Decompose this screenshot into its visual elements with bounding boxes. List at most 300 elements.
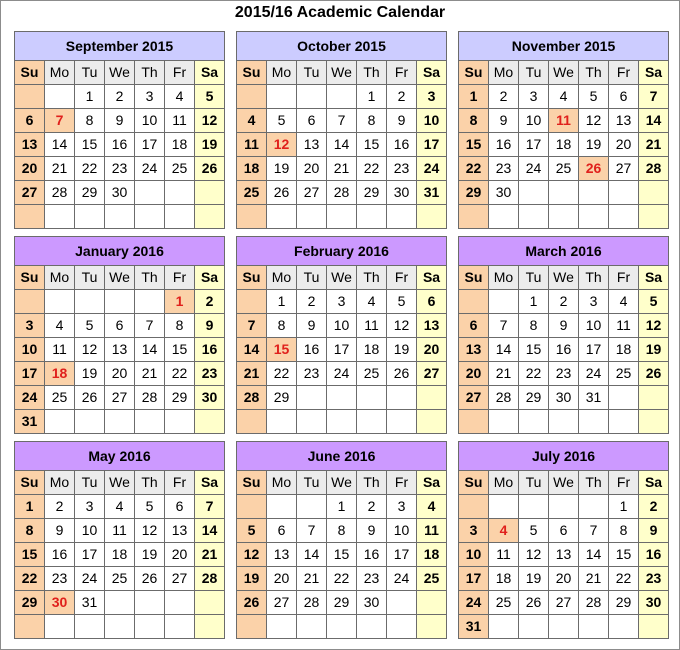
weekday-header: Th — [135, 266, 165, 290]
empty-date-cell — [357, 615, 387, 639]
date-cell: 7 — [579, 519, 609, 543]
weekday-header: Mo — [45, 266, 75, 290]
month-calendar — [458, 31, 669, 229]
date-cell: 21 — [237, 362, 267, 386]
date-cell: 14 — [45, 133, 75, 157]
empty-date-cell — [195, 615, 225, 639]
weekday-header: Sa — [417, 266, 447, 290]
month-day-grid — [459, 471, 669, 639]
date-cell: 28 — [579, 591, 609, 615]
date-cell: 28 — [195, 567, 225, 591]
weekday-header: Su — [459, 61, 489, 85]
empty-date-cell — [297, 205, 327, 229]
empty-date-cell — [579, 205, 609, 229]
empty-date-cell — [549, 205, 579, 229]
date-cell: 16 — [639, 543, 669, 567]
date-cell: 8 — [15, 519, 45, 543]
empty-date-cell — [357, 410, 387, 434]
empty-date-cell — [459, 205, 489, 229]
empty-date-cell — [267, 615, 297, 639]
holiday-date-cell: 30 — [45, 591, 75, 615]
date-cell: 19 — [387, 338, 417, 362]
date-cell: 14 — [297, 543, 327, 567]
date-cell: 28 — [297, 591, 327, 615]
date-cell: 22 — [15, 567, 45, 591]
date-cell: 3 — [519, 85, 549, 109]
empty-date-cell — [387, 205, 417, 229]
weekday-header: We — [327, 266, 357, 290]
weekday-header: Sa — [417, 61, 447, 85]
date-cell: 29 — [609, 591, 639, 615]
empty-date-cell — [105, 591, 135, 615]
date-cell: 22 — [75, 157, 105, 181]
weekday-header: Sa — [195, 471, 225, 495]
date-cell: 12 — [519, 543, 549, 567]
date-cell: 17 — [459, 567, 489, 591]
empty-date-cell — [357, 205, 387, 229]
date-cell: 16 — [195, 338, 225, 362]
month-day-grid — [15, 471, 225, 639]
date-cell: 1 — [357, 85, 387, 109]
empty-date-cell — [267, 410, 297, 434]
date-cell: 11 — [417, 519, 447, 543]
empty-date-cell — [327, 615, 357, 639]
date-cell: 19 — [519, 567, 549, 591]
date-cell: 28 — [45, 181, 75, 205]
date-cell: 8 — [357, 109, 387, 133]
date-cell: 11 — [165, 109, 195, 133]
date-cell: 14 — [135, 338, 165, 362]
empty-date-cell — [105, 410, 135, 434]
empty-date-cell — [237, 410, 267, 434]
date-cell: 13 — [297, 133, 327, 157]
holiday-date-cell: 1 — [165, 290, 195, 314]
date-cell: 7 — [327, 109, 357, 133]
date-cell: 20 — [267, 567, 297, 591]
date-cell: 7 — [297, 519, 327, 543]
date-cell: 24 — [327, 362, 357, 386]
date-cell: 8 — [267, 314, 297, 338]
date-cell: 30 — [357, 591, 387, 615]
date-cell: 23 — [105, 157, 135, 181]
empty-date-cell — [195, 181, 225, 205]
empty-date-cell — [15, 205, 45, 229]
date-cell: 16 — [387, 133, 417, 157]
weekday-header: Mo — [489, 471, 519, 495]
date-cell: 24 — [15, 386, 45, 410]
holiday-date-cell: 18 — [45, 362, 75, 386]
weekday-header: Th — [579, 61, 609, 85]
date-cell: 5 — [519, 519, 549, 543]
date-cell: 3 — [135, 85, 165, 109]
empty-date-cell — [639, 615, 669, 639]
month-title: September 2015 — [15, 32, 225, 61]
date-cell: 25 — [105, 567, 135, 591]
empty-date-cell — [105, 290, 135, 314]
date-cell: 28 — [489, 386, 519, 410]
month-day-grid — [237, 471, 447, 639]
date-cell: 15 — [165, 338, 195, 362]
date-cell: 13 — [15, 133, 45, 157]
date-cell: 15 — [519, 338, 549, 362]
date-cell: 6 — [267, 519, 297, 543]
empty-date-cell — [75, 290, 105, 314]
date-cell: 16 — [105, 133, 135, 157]
date-cell: 30 — [105, 181, 135, 205]
empty-date-cell — [459, 290, 489, 314]
date-cell: 31 — [417, 181, 447, 205]
date-cell: 1 — [15, 495, 45, 519]
date-cell: 19 — [267, 157, 297, 181]
date-cell: 19 — [639, 338, 669, 362]
date-cell: 29 — [357, 181, 387, 205]
date-cell: 1 — [519, 290, 549, 314]
date-cell: 14 — [579, 543, 609, 567]
date-cell: 18 — [237, 157, 267, 181]
date-cell: 27 — [267, 591, 297, 615]
empty-date-cell — [75, 615, 105, 639]
date-cell: 6 — [459, 314, 489, 338]
date-cell: 28 — [639, 157, 669, 181]
date-cell: 9 — [387, 109, 417, 133]
empty-date-cell — [237, 290, 267, 314]
weekday-header: Su — [15, 266, 45, 290]
date-cell: 8 — [165, 314, 195, 338]
date-cell: 11 — [357, 314, 387, 338]
date-cell: 6 — [165, 495, 195, 519]
empty-date-cell — [417, 410, 447, 434]
empty-date-cell — [519, 615, 549, 639]
date-cell: 20 — [297, 157, 327, 181]
date-cell: 20 — [15, 157, 45, 181]
month-day-grid — [459, 266, 669, 434]
date-cell: 2 — [549, 290, 579, 314]
empty-date-cell — [135, 410, 165, 434]
empty-date-cell — [639, 205, 669, 229]
date-cell: 30 — [489, 181, 519, 205]
date-cell: 5 — [267, 109, 297, 133]
date-cell: 3 — [579, 290, 609, 314]
date-cell: 11 — [105, 519, 135, 543]
weekday-header: Fr — [609, 266, 639, 290]
weekday-header: Tu — [297, 471, 327, 495]
weekday-header: Th — [135, 471, 165, 495]
date-cell: 24 — [417, 157, 447, 181]
weekday-header: Fr — [609, 471, 639, 495]
empty-date-cell — [489, 495, 519, 519]
date-cell: 25 — [357, 362, 387, 386]
date-cell: 24 — [579, 362, 609, 386]
date-cell: 11 — [609, 314, 639, 338]
empty-date-cell — [267, 205, 297, 229]
date-cell: 12 — [579, 109, 609, 133]
weekday-header: Sa — [639, 266, 669, 290]
weekday-header: Su — [459, 471, 489, 495]
date-cell: 17 — [15, 362, 45, 386]
date-cell: 26 — [387, 362, 417, 386]
date-cell: 16 — [297, 338, 327, 362]
weekday-header: Su — [237, 471, 267, 495]
date-cell: 16 — [549, 338, 579, 362]
weekday-header: Mo — [489, 61, 519, 85]
empty-date-cell — [45, 410, 75, 434]
date-cell: 25 — [549, 157, 579, 181]
weekday-header: Mo — [267, 61, 297, 85]
empty-date-cell — [639, 181, 669, 205]
date-cell: 10 — [387, 519, 417, 543]
weekday-header: Sa — [639, 471, 669, 495]
date-cell: 5 — [195, 85, 225, 109]
date-cell: 4 — [549, 85, 579, 109]
month-calendar — [236, 236, 447, 434]
weekday-header: Th — [357, 266, 387, 290]
date-cell: 21 — [489, 362, 519, 386]
empty-date-cell — [165, 181, 195, 205]
date-cell: 10 — [459, 543, 489, 567]
empty-date-cell — [297, 615, 327, 639]
date-cell: 2 — [45, 495, 75, 519]
date-cell: 19 — [579, 133, 609, 157]
month-title: February 2016 — [237, 237, 447, 266]
date-cell: 29 — [75, 181, 105, 205]
holiday-date-cell: 7 — [45, 109, 75, 133]
empty-date-cell — [579, 615, 609, 639]
date-cell: 13 — [459, 338, 489, 362]
date-cell: 27 — [165, 567, 195, 591]
weekday-header: Mo — [267, 471, 297, 495]
date-cell: 5 — [135, 495, 165, 519]
empty-date-cell — [105, 205, 135, 229]
date-cell: 3 — [417, 85, 447, 109]
empty-date-cell — [519, 495, 549, 519]
empty-date-cell — [579, 181, 609, 205]
date-cell: 21 — [135, 362, 165, 386]
date-cell: 13 — [267, 543, 297, 567]
date-cell: 21 — [639, 133, 669, 157]
empty-date-cell — [75, 410, 105, 434]
month-calendar — [14, 236, 225, 434]
date-cell: 12 — [135, 519, 165, 543]
date-cell: 27 — [417, 362, 447, 386]
empty-date-cell — [579, 495, 609, 519]
empty-date-cell — [609, 410, 639, 434]
weekday-header: Su — [15, 61, 45, 85]
date-cell: 10 — [75, 519, 105, 543]
empty-date-cell — [489, 615, 519, 639]
empty-date-cell — [387, 410, 417, 434]
month-day-grid — [15, 266, 225, 434]
date-cell: 11 — [45, 338, 75, 362]
weekday-header: We — [327, 471, 357, 495]
date-cell: 24 — [459, 591, 489, 615]
date-cell: 15 — [75, 133, 105, 157]
weekday-header: Fr — [165, 61, 195, 85]
weekday-header: We — [105, 266, 135, 290]
weekday-header: Tu — [519, 61, 549, 85]
date-cell: 2 — [297, 290, 327, 314]
date-cell: 12 — [75, 338, 105, 362]
date-cell: 17 — [327, 338, 357, 362]
empty-date-cell — [45, 85, 75, 109]
date-cell: 12 — [237, 543, 267, 567]
empty-date-cell — [45, 205, 75, 229]
date-cell: 17 — [387, 543, 417, 567]
date-cell: 6 — [549, 519, 579, 543]
month-day-grid — [237, 266, 447, 434]
date-cell: 30 — [639, 591, 669, 615]
weekday-header: Mo — [267, 266, 297, 290]
empty-date-cell — [45, 615, 75, 639]
date-cell: 2 — [639, 495, 669, 519]
empty-date-cell — [417, 615, 447, 639]
date-cell: 19 — [195, 133, 225, 157]
month-day-grid — [237, 61, 447, 229]
date-cell: 4 — [357, 290, 387, 314]
date-cell: 20 — [459, 362, 489, 386]
empty-date-cell — [237, 495, 267, 519]
date-cell: 31 — [15, 410, 45, 434]
empty-date-cell — [327, 205, 357, 229]
date-cell: 12 — [639, 314, 669, 338]
weekday-header: Fr — [609, 61, 639, 85]
empty-date-cell — [195, 410, 225, 434]
empty-date-cell — [387, 386, 417, 410]
month-title: May 2016 — [15, 442, 225, 471]
empty-date-cell — [387, 591, 417, 615]
month-title: July 2016 — [459, 442, 669, 471]
date-cell: 14 — [195, 519, 225, 543]
date-cell: 17 — [519, 133, 549, 157]
empty-date-cell — [135, 591, 165, 615]
date-cell: 27 — [15, 181, 45, 205]
weekday-header: Mo — [489, 266, 519, 290]
date-cell: 13 — [417, 314, 447, 338]
empty-date-cell — [387, 615, 417, 639]
date-cell: 20 — [417, 338, 447, 362]
date-cell: 13 — [165, 519, 195, 543]
date-cell: 3 — [459, 519, 489, 543]
empty-date-cell — [417, 591, 447, 615]
date-cell: 15 — [327, 543, 357, 567]
date-cell: 25 — [237, 181, 267, 205]
date-cell: 27 — [459, 386, 489, 410]
date-cell: 26 — [135, 567, 165, 591]
empty-date-cell — [15, 85, 45, 109]
date-cell: 5 — [639, 290, 669, 314]
empty-date-cell — [609, 615, 639, 639]
weekday-header: Sa — [417, 471, 447, 495]
date-cell: 9 — [549, 314, 579, 338]
date-cell: 18 — [165, 133, 195, 157]
date-cell: 2 — [105, 85, 135, 109]
date-cell: 20 — [165, 543, 195, 567]
month-title: June 2016 — [237, 442, 447, 471]
weekday-header: Tu — [75, 266, 105, 290]
weekday-header: Tu — [75, 471, 105, 495]
month-title: October 2015 — [237, 32, 447, 61]
date-cell: 23 — [549, 362, 579, 386]
date-cell: 9 — [297, 314, 327, 338]
date-cell: 26 — [267, 181, 297, 205]
date-cell: 12 — [387, 314, 417, 338]
date-cell: 10 — [519, 109, 549, 133]
date-cell: 13 — [609, 109, 639, 133]
date-cell: 27 — [549, 591, 579, 615]
date-cell: 26 — [639, 362, 669, 386]
empty-date-cell — [267, 495, 297, 519]
date-cell: 24 — [519, 157, 549, 181]
date-cell: 6 — [297, 109, 327, 133]
date-cell: 22 — [357, 157, 387, 181]
date-cell: 18 — [357, 338, 387, 362]
weekday-header: Tu — [297, 266, 327, 290]
date-cell: 7 — [195, 495, 225, 519]
month-title: March 2016 — [459, 237, 669, 266]
weekday-header: Th — [357, 61, 387, 85]
date-cell: 25 — [417, 567, 447, 591]
date-cell: 8 — [459, 109, 489, 133]
date-cell: 28 — [135, 386, 165, 410]
weekday-header: Su — [15, 471, 45, 495]
date-cell: 9 — [489, 109, 519, 133]
date-cell: 4 — [45, 314, 75, 338]
date-cell: 29 — [15, 591, 45, 615]
date-cell: 5 — [579, 85, 609, 109]
date-cell: 29 — [459, 181, 489, 205]
empty-date-cell — [165, 591, 195, 615]
date-cell: 2 — [357, 495, 387, 519]
date-cell: 21 — [45, 157, 75, 181]
empty-date-cell — [297, 85, 327, 109]
date-cell: 10 — [15, 338, 45, 362]
date-cell: 8 — [609, 519, 639, 543]
empty-date-cell — [237, 85, 267, 109]
date-cell: 1 — [267, 290, 297, 314]
empty-date-cell — [489, 205, 519, 229]
date-cell: 8 — [75, 109, 105, 133]
empty-date-cell — [579, 410, 609, 434]
date-cell: 1 — [75, 85, 105, 109]
date-cell: 17 — [579, 338, 609, 362]
date-cell: 7 — [135, 314, 165, 338]
holiday-date-cell: 26 — [579, 157, 609, 181]
empty-date-cell — [135, 615, 165, 639]
date-cell: 1 — [327, 495, 357, 519]
month-title: November 2015 — [459, 32, 669, 61]
date-cell: 5 — [75, 314, 105, 338]
date-cell: 9 — [357, 519, 387, 543]
weekday-header: Sa — [195, 266, 225, 290]
date-cell: 28 — [237, 386, 267, 410]
date-cell: 6 — [15, 109, 45, 133]
weekday-header: Sa — [639, 61, 669, 85]
date-cell: 8 — [519, 314, 549, 338]
weekday-header: Sa — [195, 61, 225, 85]
date-cell: 16 — [45, 543, 75, 567]
empty-date-cell — [489, 290, 519, 314]
date-cell: 16 — [489, 133, 519, 157]
date-cell: 21 — [297, 567, 327, 591]
empty-date-cell — [639, 386, 669, 410]
date-cell: 18 — [549, 133, 579, 157]
date-cell: 13 — [105, 338, 135, 362]
empty-date-cell — [549, 410, 579, 434]
empty-date-cell — [267, 85, 297, 109]
empty-date-cell — [297, 386, 327, 410]
date-cell: 10 — [417, 109, 447, 133]
weekday-header: We — [105, 471, 135, 495]
date-cell: 18 — [489, 567, 519, 591]
